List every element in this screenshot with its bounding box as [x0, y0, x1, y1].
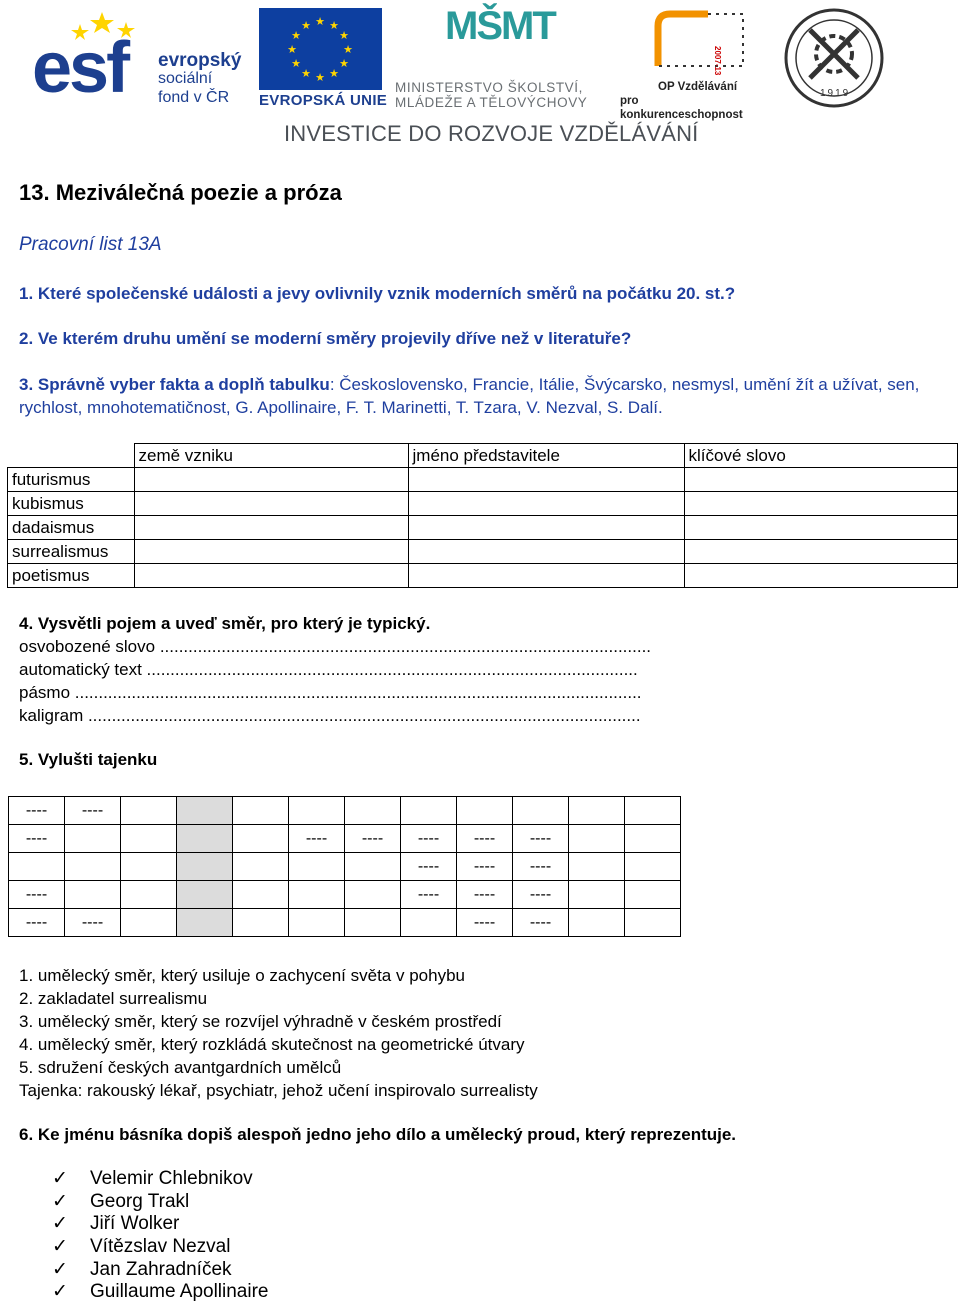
esf-line3: fond v ČR: [158, 89, 230, 106]
svg-text:★: ★: [291, 57, 301, 70]
crossword-cell[interactable]: [121, 881, 177, 909]
page-title: 13. Meziválečná poezie a próza: [19, 180, 342, 205]
crossword-cell[interactable]: ----: [457, 853, 513, 881]
table-corner: [8, 444, 135, 468]
crossword-cell[interactable]: [625, 881, 681, 909]
crossword-row: [9, 909, 681, 937]
crossword-cell[interactable]: [233, 797, 289, 825]
crossword-cell[interactable]: ----: [513, 881, 569, 909]
poet-name: Jan Zahradníček: [90, 1258, 232, 1280]
crossword-cell[interactable]: [401, 909, 457, 937]
crossword-cell[interactable]: [121, 909, 177, 937]
crossword-cell[interactable]: [401, 797, 457, 825]
crossword-cell[interactable]: ----: [289, 825, 345, 853]
poet-name: Jiří Wolker: [90, 1213, 180, 1235]
answer-cell[interactable]: [684, 468, 957, 492]
col-header-representative: jméno představitele: [408, 444, 684, 468]
op-line2: pro konkurenceschopnost: [620, 95, 743, 121]
crossword-row: [9, 853, 681, 881]
crossword-cell[interactable]: [345, 881, 401, 909]
crossword-cell[interactable]: ----: [65, 909, 121, 937]
list-item: [52, 1236, 269, 1259]
q4-item-automaticky: automatický text ........................................................................................................: [19, 660, 638, 679]
answer-cell[interactable]: [134, 564, 408, 588]
crossword-cell[interactable]: [289, 909, 345, 937]
crossword-cell[interactable]: ----: [401, 881, 457, 909]
crossword-cell[interactable]: [65, 881, 121, 909]
svg-text:★: ★: [287, 43, 297, 56]
answer-cell[interactable]: [134, 492, 408, 516]
crossword-cell[interactable]: ----: [401, 853, 457, 881]
op-emblem: [648, 6, 758, 76]
crossword-cell[interactable]: ----: [401, 825, 457, 853]
table-row: [8, 492, 958, 516]
crossword-cell[interactable]: [233, 881, 289, 909]
svg-text:★: ★: [343, 43, 353, 56]
svg-text:★: ★: [329, 19, 339, 32]
crossword-cell[interactable]: ----: [9, 909, 65, 937]
school-seal: [782, 6, 886, 110]
crossword-cell[interactable]: [569, 853, 625, 881]
crossword-cell[interactable]: [625, 909, 681, 937]
answer-cell[interactable]: [134, 540, 408, 564]
crossword-secret-cell[interactable]: [177, 825, 233, 853]
crossword-cell[interactable]: [625, 825, 681, 853]
crossword-cell[interactable]: [233, 909, 289, 937]
answer-cell[interactable]: [134, 468, 408, 492]
crossword-cell[interactable]: [289, 797, 345, 825]
crossword-cell[interactable]: ----: [513, 825, 569, 853]
answer-cell[interactable]: [408, 468, 684, 492]
crossword-cell[interactable]: [289, 881, 345, 909]
crossword-cell[interactable]: [121, 797, 177, 825]
crossword-row: [9, 881, 681, 909]
answer-cell[interactable]: [684, 540, 957, 564]
crossword-cell[interactable]: [289, 853, 345, 881]
svg-text:★: ★: [329, 67, 339, 80]
seal-year: 1919: [820, 88, 851, 99]
table-header-row: [8, 444, 958, 468]
table-row: [8, 564, 958, 588]
crossword-cell[interactable]: [345, 797, 401, 825]
op-years: 2007-13: [713, 46, 722, 76]
poet-name: Velemir Chlebnikov: [90, 1168, 253, 1189]
movements-table: [7, 443, 958, 588]
answer-cell[interactable]: [684, 516, 957, 540]
esf-line1: evropský: [158, 50, 242, 71]
answer-cell[interactable]: [408, 540, 684, 564]
row-label: futurismus: [8, 468, 135, 492]
crossword-cell[interactable]: [9, 853, 65, 881]
msmt-mark: MŠMT: [445, 4, 555, 48]
clue-4: 4. umělecký směr, který rozkládá skutečnost na geometrické útvary: [19, 1035, 525, 1054]
row-label: poetismus: [8, 564, 135, 588]
svg-text:★: ★: [315, 71, 325, 84]
question-2: 2. Ve kterém druhu umění se moderní směry projevily dříve než v literatuře?: [19, 329, 632, 348]
col-header-country: země vzniku: [134, 444, 408, 468]
svg-text:★: ★: [301, 67, 311, 80]
worksheet-subtitle: Pracovní list 13A: [19, 234, 162, 255]
crossword-cell[interactable]: ----: [9, 881, 65, 909]
crossword-cell[interactable]: ----: [9, 797, 65, 825]
answer-cell[interactable]: [408, 516, 684, 540]
clue-secret: Tajenka: rakouský lékař, psychiatr, jehož učení inspirovalo surrealisty: [19, 1081, 538, 1100]
table-row: [8, 516, 958, 540]
msmt-logo: [393, 4, 613, 108]
clue-1: 1. umělecký směr, který usiluje o zachycení světa v pohybu: [19, 966, 465, 985]
crossword-cell[interactable]: [65, 825, 121, 853]
row-label: surrealismus: [8, 540, 135, 564]
op-line1: OP Vzdělávání: [658, 81, 738, 93]
answer-cell[interactable]: [408, 492, 684, 516]
clue-3: 3. umělecký směr, který se rozvíjel výhradně v českém prostředí: [19, 1012, 502, 1031]
crossword-cell[interactable]: ----: [457, 909, 513, 937]
crossword-cell[interactable]: ----: [65, 797, 121, 825]
esf-line2: sociální: [158, 70, 213, 87]
esf-big-text: esf: [32, 28, 128, 108]
crossword-cell[interactable]: ----: [513, 853, 569, 881]
crossword-cell[interactable]: [233, 853, 289, 881]
answer-cell[interactable]: [408, 564, 684, 588]
poet-name: Georg Trakl: [90, 1190, 190, 1212]
question-3-lead: 3. Správně vyber fakta a doplň tabulku: [19, 375, 330, 394]
esf-logo: [30, 6, 252, 110]
crossword-row: [9, 797, 681, 825]
svg-text:★: ★: [339, 57, 349, 70]
q4-item-pasmo: pásmo ........................................................................................................................: [19, 683, 642, 702]
crossword-secret-cell[interactable]: [177, 797, 233, 825]
crossword-cell[interactable]: ----: [457, 881, 513, 909]
question-3: [19, 373, 954, 419]
crossword-cell[interactable]: [625, 853, 681, 881]
list-item: [52, 1281, 269, 1304]
crossword-cell[interactable]: [569, 797, 625, 825]
crossword-cell[interactable]: [625, 797, 681, 825]
crossword-cell[interactable]: [569, 909, 625, 937]
table-row: [8, 540, 958, 564]
checkmark-icon: ✓: [52, 1213, 68, 1235]
row-label: dadaismus: [8, 516, 135, 540]
clue-5: 5. sdružení českých avantgardních umělců: [19, 1058, 342, 1077]
crossword-cell[interactable]: [121, 825, 177, 853]
crossword-cell[interactable]: [345, 853, 401, 881]
answer-cell[interactable]: [684, 492, 957, 516]
op-logo: [618, 6, 760, 121]
crossword-row: [9, 825, 681, 853]
crossword-cell[interactable]: [345, 909, 401, 937]
crossword-cell[interactable]: [513, 797, 569, 825]
eu-stars: [259, 8, 382, 90]
col-header-keyword: klíčové slovo: [684, 444, 957, 468]
crossword-cell[interactable]: [569, 825, 625, 853]
svg-text:★: ★: [291, 29, 301, 42]
header-tagline: INVESTICE DO ROZVOJE VZDĚLÁVÁNÍ: [284, 121, 699, 146]
poet-name: Guillaume Apollinaire: [90, 1281, 269, 1303]
question-3-options: : Československo, Francie, Itálie, Švýcarsko, nesmysl, umění žít a užívat, sen, rychlost, mnohotematičnost, G. Apollinaire, F. T. Marinetti, T. Tzara, V. Nezval, S. Dalí.: [19, 375, 920, 417]
list-item: [52, 1191, 269, 1214]
eu-flag-icon: [259, 8, 382, 90]
msmt-line2: MLÁDEŽE A TĚLOVÝCHOVY: [395, 95, 588, 110]
crossword-cell[interactable]: [121, 853, 177, 881]
checkmark-icon: ✓: [52, 1236, 68, 1258]
answer-cell[interactable]: [684, 564, 957, 588]
crossword-cell[interactable]: [569, 881, 625, 909]
row-label: kubismus: [8, 492, 135, 516]
svg-text:★: ★: [339, 29, 349, 42]
crossword-secret-cell[interactable]: [177, 909, 233, 937]
list-item: [52, 1259, 269, 1282]
crossword-cell[interactable]: ----: [345, 825, 401, 853]
list-item: [52, 1168, 269, 1191]
checkmark-icon: ✓: [52, 1281, 68, 1303]
crossword-secret-cell[interactable]: [177, 853, 233, 881]
crossword-cell[interactable]: [233, 825, 289, 853]
answer-cell[interactable]: [134, 516, 408, 540]
eu-label: EVROPSKÁ UNIE: [259, 92, 388, 109]
question-5-title: 5. Vylušti tajenku: [19, 750, 158, 769]
poet-name: Vítězslav Nezval: [90, 1236, 231, 1258]
svg-text:★: ★: [315, 15, 325, 28]
crossword-secret-cell[interactable]: [177, 881, 233, 909]
question-1: 1. Které společenské události a jevy ovlivnily vznik moderních směrů na počátku 20. st.?: [19, 284, 736, 303]
crossword-cell[interactable]: ----: [513, 909, 569, 937]
checkmark-icon: ✓: [52, 1190, 68, 1212]
crossword-cell[interactable]: ----: [457, 825, 513, 853]
poet-list: [52, 1168, 269, 1304]
crossword-cell[interactable]: [457, 797, 513, 825]
checkmark-icon: ✓: [52, 1258, 68, 1280]
table-row: [8, 468, 958, 492]
question-4-title: 4. Vysvětli pojem a uveď směr, pro který je typický.: [19, 614, 431, 633]
list-item: [52, 1213, 269, 1236]
crossword-cell[interactable]: ----: [9, 825, 65, 853]
crossword-cell[interactable]: [65, 853, 121, 881]
checkmark-icon: ✓: [52, 1168, 68, 1189]
msmt-line1: MINISTERSTVO ŠKOLSTVÍ,: [395, 80, 583, 95]
q4-item-kaligram: kaligram .....................................................................................................................: [19, 706, 641, 725]
q4-item-osvobozene: osvobozené slovo ........................................................................................................: [19, 637, 652, 656]
crossword-grid: [8, 796, 681, 937]
question-6-title: 6. Ke jménu básníka dopiš alespoň jedno jeho dílo a umělecký proud, který reprezentuje.: [19, 1125, 737, 1144]
svg-text:★: ★: [301, 19, 311, 32]
clue-2: 2. zakladatel surrealismu: [19, 989, 208, 1008]
